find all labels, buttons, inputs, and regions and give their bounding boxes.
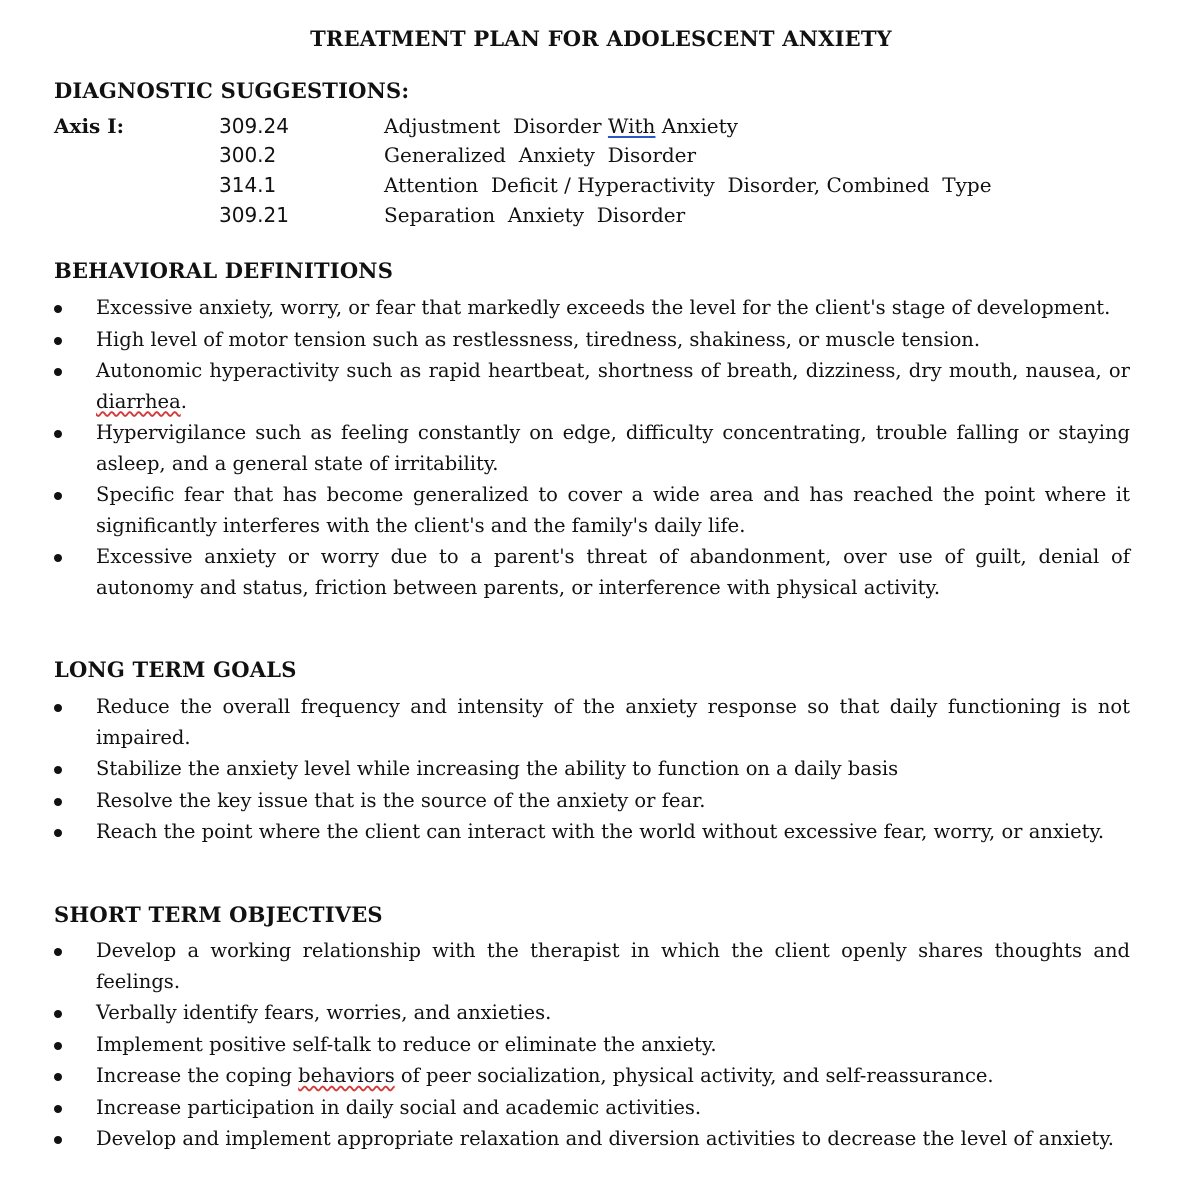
- bullet-icon: [54, 1073, 62, 1081]
- diagnosis-row: [0, 143, 1202, 173]
- axis-label: Axis I:: [54, 114, 124, 138]
- behavioral-list: [54, 293, 1130, 604]
- bullet-icon: [54, 766, 62, 774]
- list-item: [54, 325, 1130, 356]
- list-item: [54, 692, 1130, 753]
- list-item-text: Hypervigilance such as feeling constantly on edge, difficulty concentrating, trouble falling or staying asleep, and a general state of irritability.: [96, 421, 1130, 475]
- diagnosis-name-part: Adjustment Disorder: [384, 114, 608, 138]
- bullet-icon: [54, 948, 62, 956]
- bullet-icon: [54, 337, 62, 345]
- long-term-list: [54, 692, 1130, 849]
- diagnosis-row: [0, 114, 1202, 144]
- diagnosis-name: Attention Deficit / Hyperactivity Disorder, Combined Type: [384, 173, 992, 197]
- spelling-flag-underline: behaviors: [298, 1064, 395, 1087]
- list-item: [54, 936, 1130, 997]
- short-term-list: [54, 936, 1130, 1156]
- list-item: [54, 293, 1130, 324]
- bullet-icon: [54, 1010, 62, 1018]
- list-item-text: Autonomic hyperactivity such as rapid heartbeat, shortness of breath, dizziness, dry mouth, nausea, or: [96, 359, 1130, 382]
- list-item-text: Reduce the overall frequency and intensity of the anxiety response so that daily functioning is not impaired.: [96, 695, 1130, 749]
- bullet-icon: [54, 430, 62, 438]
- list-item-text: Implement positive self-talk to reduce or eliminate the anxiety.: [96, 1032, 717, 1056]
- bullet-icon: [54, 1042, 62, 1050]
- behavioral-heading: BEHAVIORAL DEFINITIONS: [54, 258, 394, 283]
- diagnosis-name: [384, 114, 738, 138]
- diagnosis-name-part: Anxiety: [655, 114, 738, 138]
- list-item: [54, 754, 1130, 785]
- bullet-icon: [54, 1105, 62, 1113]
- list-item: [54, 480, 1130, 541]
- bullet-icon: [54, 305, 62, 313]
- list-item: [54, 1030, 1130, 1061]
- list-item: [54, 542, 1130, 603]
- bullet-icon: [54, 704, 62, 712]
- list-item-text: Specific fear that has become generalized to cover a wide area and has reached the point where it significantly interferes with the client's and the family's daily life.: [96, 483, 1130, 537]
- list-item: [54, 418, 1130, 479]
- list-item: [54, 998, 1130, 1029]
- list-item: [54, 1093, 1130, 1124]
- diagnosis-code: 300.2: [219, 143, 277, 167]
- list-item-text: Develop and implement appropriate relaxation and diversion activities to decrease the level of anxiety.: [96, 1127, 1114, 1150]
- list-item: [54, 786, 1130, 817]
- list-item-text: Increase participation in daily social and academic activities.: [96, 1095, 702, 1119]
- list-item-text: Reach the point where the client can interact with the world without excessive fear, worry, or anxiety.: [96, 820, 1105, 843]
- list-item-text: Excessive anxiety or worry due to a parent's threat of abandonment, over use of guilt, denial of autonomy and status, friction between parents, or interference with physical activity.: [96, 545, 1130, 599]
- bullet-icon: [54, 829, 62, 837]
- list-item: [54, 1061, 1130, 1092]
- list-item: [54, 356, 1130, 417]
- diagnosis-name: Generalized Anxiety Disorder: [384, 143, 697, 167]
- bullet-icon: [54, 1136, 62, 1144]
- bullet-icon: [54, 492, 62, 500]
- list-item: [54, 1124, 1130, 1155]
- list-item: [54, 817, 1130, 848]
- short-term-heading: SHORT TERM OBJECTIVES: [54, 902, 383, 927]
- document-title: TREATMENT PLAN FOR ADOLESCENT ANXIETY: [310, 26, 892, 51]
- diagnosis-code: 309.21: [219, 203, 289, 227]
- list-item-text: of peer socialization, physical activity, and self-reassurance.: [394, 1064, 994, 1087]
- diagnostic-heading: DIAGNOSTIC SUGGESTIONS:: [54, 78, 410, 103]
- diagnosis-row: [0, 203, 1202, 233]
- diagnosis-row: [0, 173, 1202, 203]
- list-item-text: Resolve the key issue that is the source of the anxiety or fear.: [96, 788, 706, 812]
- list-item-text: .: [180, 389, 187, 413]
- long-term-heading: LONG TERM GOALS: [54, 657, 297, 682]
- list-item-text: Verbally identify fears, worries, and anxieties.: [96, 1001, 552, 1024]
- list-item-text: Develop a working relationship with the therapist in which the client openly shares thoughts and feelings.: [96, 939, 1130, 993]
- bullet-icon: [54, 798, 62, 806]
- bullet-icon: [54, 368, 62, 376]
- bullet-icon: [54, 554, 62, 562]
- diagnosis-name: Separation Anxiety Disorder: [384, 203, 686, 227]
- spelling-flag-underline: diarrhea: [96, 389, 181, 413]
- diagnosis-code: 309.24: [219, 114, 289, 138]
- diagnosis-code: 314.1: [219, 173, 277, 197]
- list-item-text: Stabilize the anxiety level while increasing the ability to function on a daily basis: [96, 757, 899, 780]
- grammar-flag-underline: With: [607, 114, 656, 138]
- list-item-text: Excessive anxiety, worry, or fear that markedly exceeds the level for the client's stage of development.: [96, 296, 1111, 319]
- list-item-text: High level of motor tension such as restlessness, tiredness, shakiness, or muscle tension.: [96, 327, 981, 351]
- list-item-text: Increase the coping: [96, 1064, 299, 1087]
